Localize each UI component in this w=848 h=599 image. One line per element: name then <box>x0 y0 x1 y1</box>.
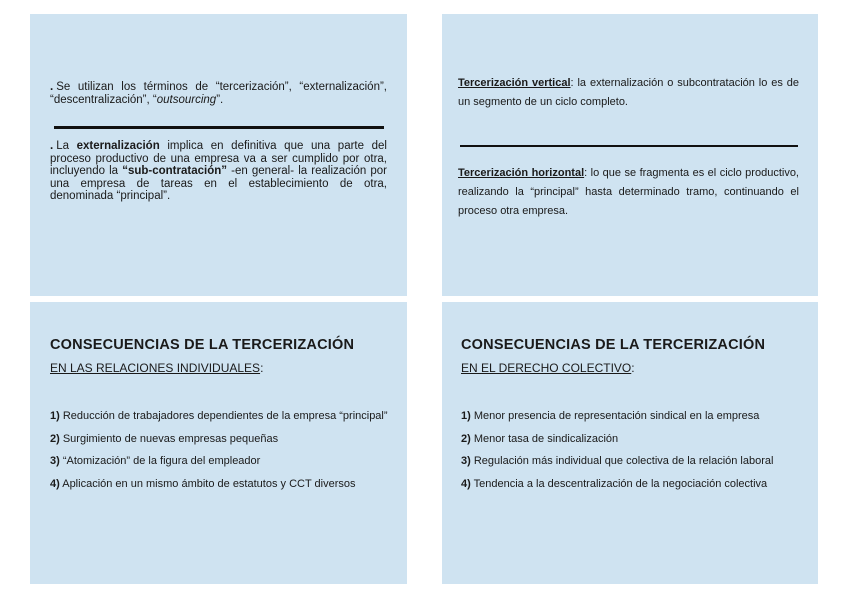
bullet-dot: . <box>50 81 54 93</box>
slide-types <box>442 14 818 296</box>
bullet-terms: . Se utilizan los términos de “tercerización”, “externalización”, “descentralización”, “outsourcing”. <box>50 81 387 106</box>
list-item: 4) Tendencia a la descentralización de la negociación colectiva <box>461 477 768 490</box>
slide-terms <box>30 14 407 296</box>
consequence-list <box>461 405 799 495</box>
slide-subtitle: EN EL DERECHO COLECTIVO: <box>461 361 635 375</box>
list-item: 1) Reducción de trabajadores dependientes de la empresa “principal” <box>50 410 388 422</box>
slide-collective-consequences <box>442 302 818 584</box>
bullet-dot: . <box>50 140 54 152</box>
list-item: 1) Menor presencia de representación sindical en la empresa <box>461 410 760 422</box>
bullet-externalization: . La externalización implica en definitiva que una parte del proceso productivo de una empresa va a ser cumplido por otra, incluyendo la “sub-contratación” -en general- la realización por una empresa de tareas en el establecimiento de otra, denominada “principal”. <box>50 140 387 202</box>
horizontal-definition: Tercerización horizontal: lo que se fragmenta es el ciclo productivo, realizando la “principal” hasta determinado tramo, continuando el proceso otra empresa. <box>458 167 799 217</box>
list-item: 4) Aplicación en un mismo ámbito de estatutos y CCT diversos <box>50 477 356 490</box>
list-item: 2) Surgimiento de nuevas empresas pequeñas <box>50 432 279 445</box>
slide-title: CONSECUENCIAS DE LA TERCERIZACIÓN <box>50 337 355 353</box>
slide-subtitle: EN LAS RELACIONES INDIVIDUALES: <box>50 361 264 375</box>
list-item: 2) Menor tasa de sindicalización <box>461 432 619 445</box>
divider-line <box>460 145 798 147</box>
vertical-definition: Tercerización vertical: la externalización o subcontratación lo es de un segmento de un ciclo completo. <box>458 77 800 108</box>
divider-line <box>54 126 384 129</box>
vertical-term: Tercerización vertical <box>458 77 571 89</box>
slide-individual-consequences <box>30 302 407 584</box>
list-item: 3) “Atomización” de la figura del empleador <box>50 455 261 467</box>
list-item: 3) Regulación más individual que colectiva de la relación laboral <box>461 455 774 467</box>
horizontal-term: Tercerización horizontal <box>458 167 585 179</box>
consequence-list <box>50 405 388 495</box>
slide-title: CONSECUENCIAS DE LA TERCERIZACIÓN <box>461 337 766 353</box>
